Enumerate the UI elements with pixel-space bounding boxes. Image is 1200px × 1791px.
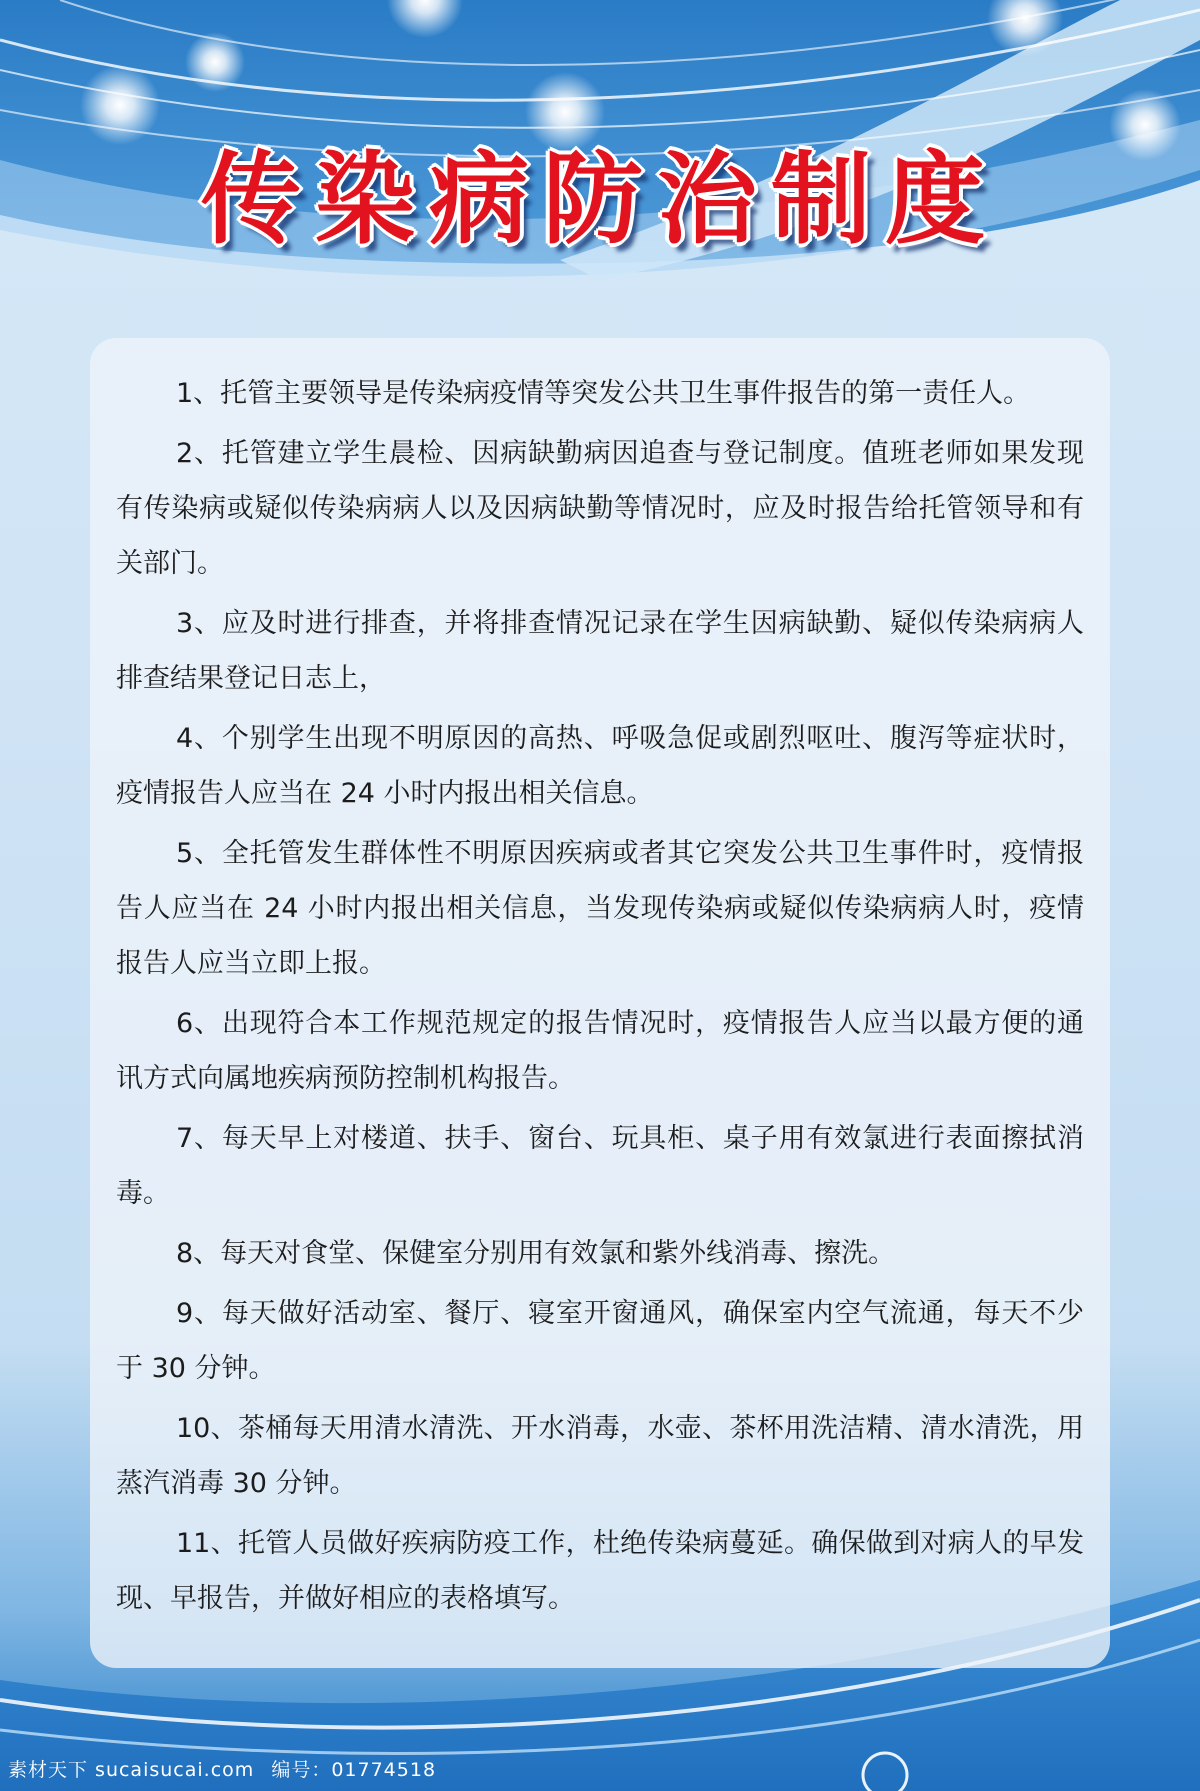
rule-paragraph-7: 7、每天早上对楼道、扶手、窗台、玩具柜、桌子用有效氯进行表面擦拭消毒。 <box>116 1123 1084 1209</box>
rule-paragraph-3: 3、应及时进行排查，并将排查情况记录在学生因病缺勤、疑似传染病病人排查结果登记日志上， <box>116 608 1084 694</box>
rule-paragraph-8: 8、每天对食堂、保健室分别用有效氯和紫外线消毒、擦洗。 <box>176 1238 896 1269</box>
rule-paragraph-9: 9、每天做好活动室、餐厅、寝室开窗通风，确保室内空气流通，每天不少于 30 分钟。 <box>116 1298 1084 1384</box>
rule-paragraph-11: 11、托管人员做好疾病防疫工作，杜绝传染病蔓延。确保做到对病人的早发现、早报告，并做好相应的表格填写。 <box>116 1528 1084 1614</box>
rule-paragraph-5: 5、全托管发生群体性不明原因疾病或者其它突发公共卫生事件时，疫情报告人应当在 24 小时内报出相关信息，当发现传染病或疑似传染病病人时，疫情报告人应当立即上报。 <box>116 838 1084 979</box>
rule-paragraph-2: 2、托管建立学生晨检、因病缺勤病因追查与登记制度。值班老师如果发现有传染病或疑似传染病病人以及因病缺勤等情况时，应及时报告给托管领导和有关部门。 <box>116 438 1084 579</box>
watermark <box>8 1755 446 1782</box>
rule-paragraph-4: 4、个别学生出现不明原因的高热、呼吸急促或剧烈呕吐、腹泻等症状时，疫情报告人应当在 24 小时内报出相关信息。 <box>116 723 1084 809</box>
page-title: 传染病防治制度 <box>201 141 999 258</box>
watermark-site: 素材天下 sucaisucai.com <box>8 1759 255 1781</box>
rule-paragraph-10: 10、茶桶每天用清水清洗、开水消毒，水壶、茶杯用洗洁精、清水清洗，用蒸汽消毒 30 分钟。 <box>116 1413 1084 1499</box>
watermark-id: 编号：01774518 <box>271 1759 437 1781</box>
rule-paragraph-1: 1、托管主要领导是传染病疫情等突发公共卫生事件报告的第一责任人。 <box>176 378 1031 409</box>
content-panel <box>90 338 1110 1668</box>
rule-paragraph-6: 6、出现符合本工作规范规定的报告情况时，疫情报告人应当以最方便的通讯方式向属地疾病预防控制机构报告。 <box>116 1008 1084 1094</box>
